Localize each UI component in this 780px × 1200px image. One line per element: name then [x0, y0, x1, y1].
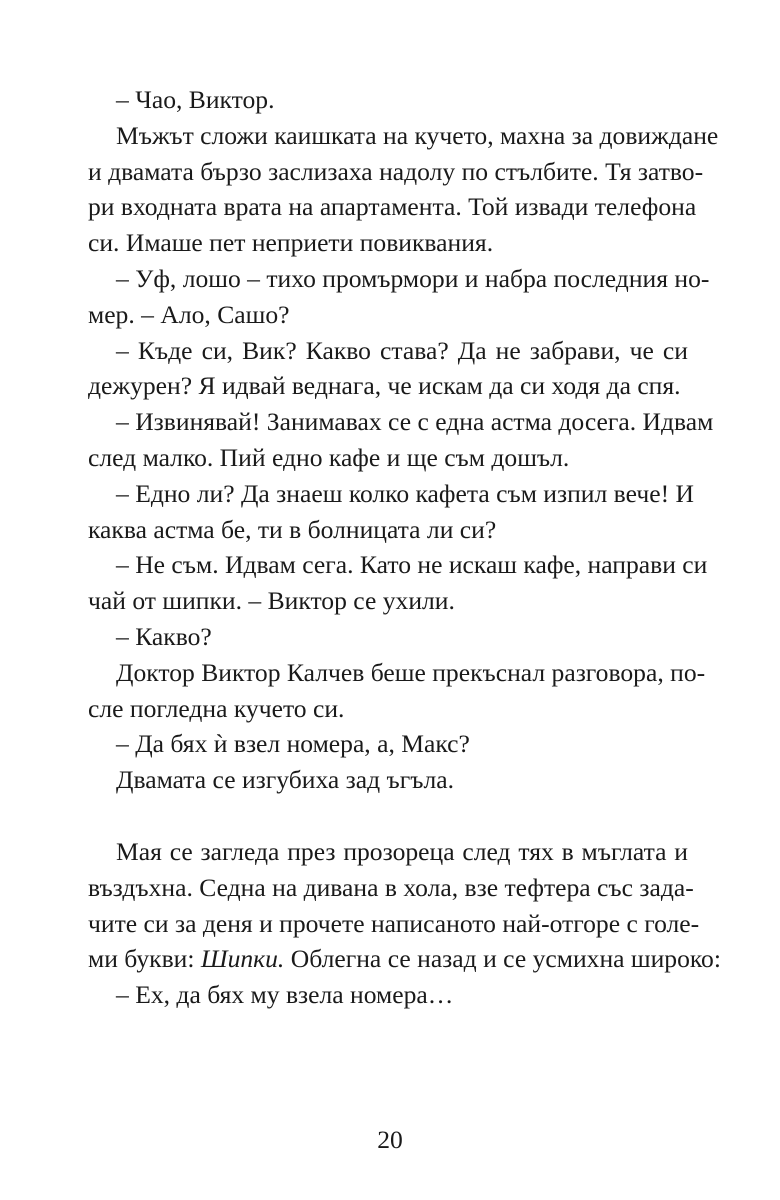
text-line: мер. – Ало, Сашо? [88, 299, 290, 329]
paragraph [88, 977, 688, 1013]
paragraph [88, 82, 688, 118]
text-segment: Облегна се назад и се усмихна широко: [284, 944, 721, 974]
paragraph [88, 726, 688, 762]
text-line: чай от шипки. – Виктор се ухили. [88, 586, 455, 616]
text-line: Мая се загледа през прозореца след тях в мъглата и [116, 836, 688, 866]
text-line: – Чао, Виктор. [116, 85, 275, 114]
text-line: – Да бях ѝ взел номера, а, Макс? [116, 729, 470, 759]
text-line: – Не съм. Идвам сега. Като не искаш кафе, направи си [116, 550, 708, 580]
paragraph [88, 547, 708, 619]
text-line: – Уф, лошо – тихо промърмори и набра последния но- [116, 263, 710, 293]
paragraph [88, 762, 688, 798]
text-line: – Едно ли? Да знаеш колко кафета съм изпил вече! И [116, 478, 694, 508]
page-number: 20 [377, 1125, 403, 1154]
paragraph [88, 619, 688, 655]
paragraph [88, 118, 719, 261]
text-line: и двамата бързо заслизаха надолу по стълбите. Тя затво- [88, 156, 704, 186]
text-line: – Извинявай! Занимавах се с една астма досега. Идвам [116, 407, 714, 437]
paragraph [88, 834, 721, 977]
text-line: – Ех, да бях му взела номера… [116, 980, 454, 1010]
paragraph [88, 655, 706, 727]
text-line: Мъжът сложи каишката на кучето, махна за довиждане [116, 120, 719, 150]
text-line: след малко. Пий едно кафе и ще съм дошъл. [88, 442, 570, 472]
italic-word: Шипки. [200, 944, 285, 974]
text-line: дежурен? Я идвай веднага, че искам да си ходя да спя. [88, 371, 681, 401]
paragraph [88, 261, 710, 333]
text-line: каква астма бе, ти в болницата ли си? [88, 514, 497, 544]
section-break [88, 798, 688, 834]
text-line: – Къде си, Вик? Какво става? Да не забрави, че си [116, 335, 688, 365]
paragraph [88, 476, 694, 548]
text-line: сле погледна кучето си. [88, 693, 345, 723]
paragraph [88, 404, 714, 476]
text-line: си. Имаше пет неприети повиквания. [88, 228, 494, 258]
text-line: Доктор Виктор Калчев беше прекъснал разговора, по- [116, 657, 706, 687]
text-line: въздъхна. Седна на дивана в хола, взе тефтера със зада- [88, 872, 694, 902]
text-line [88, 941, 721, 977]
paragraph [88, 333, 688, 405]
text-line: Двамата се изгубиха зад ъгъла. [116, 765, 455, 795]
page-body [88, 82, 721, 1013]
text-line: ри входната врата на апартамента. Той извади телефона [88, 192, 697, 222]
text-line: – Какво? [116, 621, 212, 651]
text-segment: ми букви: [88, 944, 201, 974]
text-line: чите си за деня и прочете написаното най-отгоре с голе- [88, 908, 700, 938]
